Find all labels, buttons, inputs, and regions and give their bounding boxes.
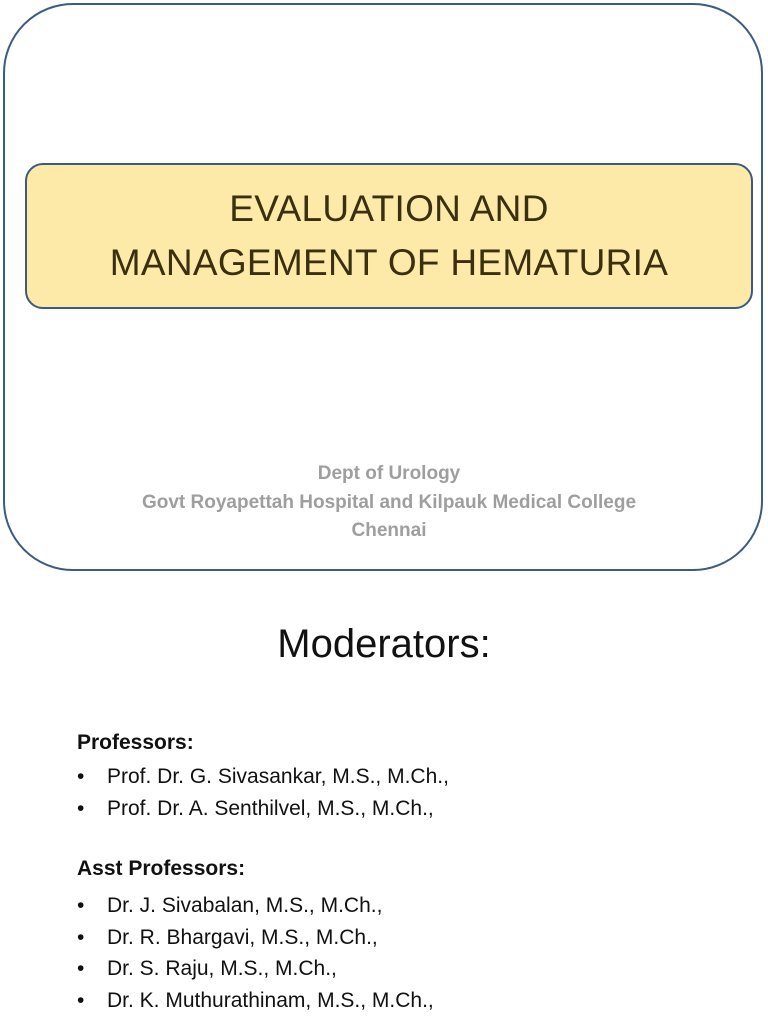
title-box [25,163,753,309]
title-line-2: MANAGEMENT OF HEMATURIA [109,242,669,283]
professor-item: • Prof. Dr. A. Senthilvel, M.S., M.Ch., [77,793,449,825]
professors-list [77,761,449,824]
asst-professor-item: • Dr. R. Bhargavi, M.S., M.Ch., [77,922,434,954]
department-text: Dept of Urology [317,463,461,484]
title-slide [3,3,763,571]
asst-professor-item: • Dr. K. Muthurathinam, M.S., M.Ch., [77,985,434,1017]
asst-professors-label: Asst Professors: [77,857,246,880]
title-line-1: EVALUATION AND [229,188,549,229]
asst-professors-list [77,890,434,1016]
city-text: Chennai [351,520,427,541]
asst-professor-item: • Dr. S. Raju, M.S., M.Ch., [77,953,434,985]
asst-professor-item: • Dr. J. Sivabalan, M.S., M.Ch., [77,890,434,922]
institution-text: Govt Royapettah Hospital and Kilpauk Medical College [141,491,637,513]
subtitle-block [25,460,753,546]
professor-item: • Prof. Dr. G. Sivasankar, M.S., M.Ch., [77,761,449,793]
professors-label: Professors: [77,731,194,754]
moderators-heading: Moderators: [277,622,491,666]
